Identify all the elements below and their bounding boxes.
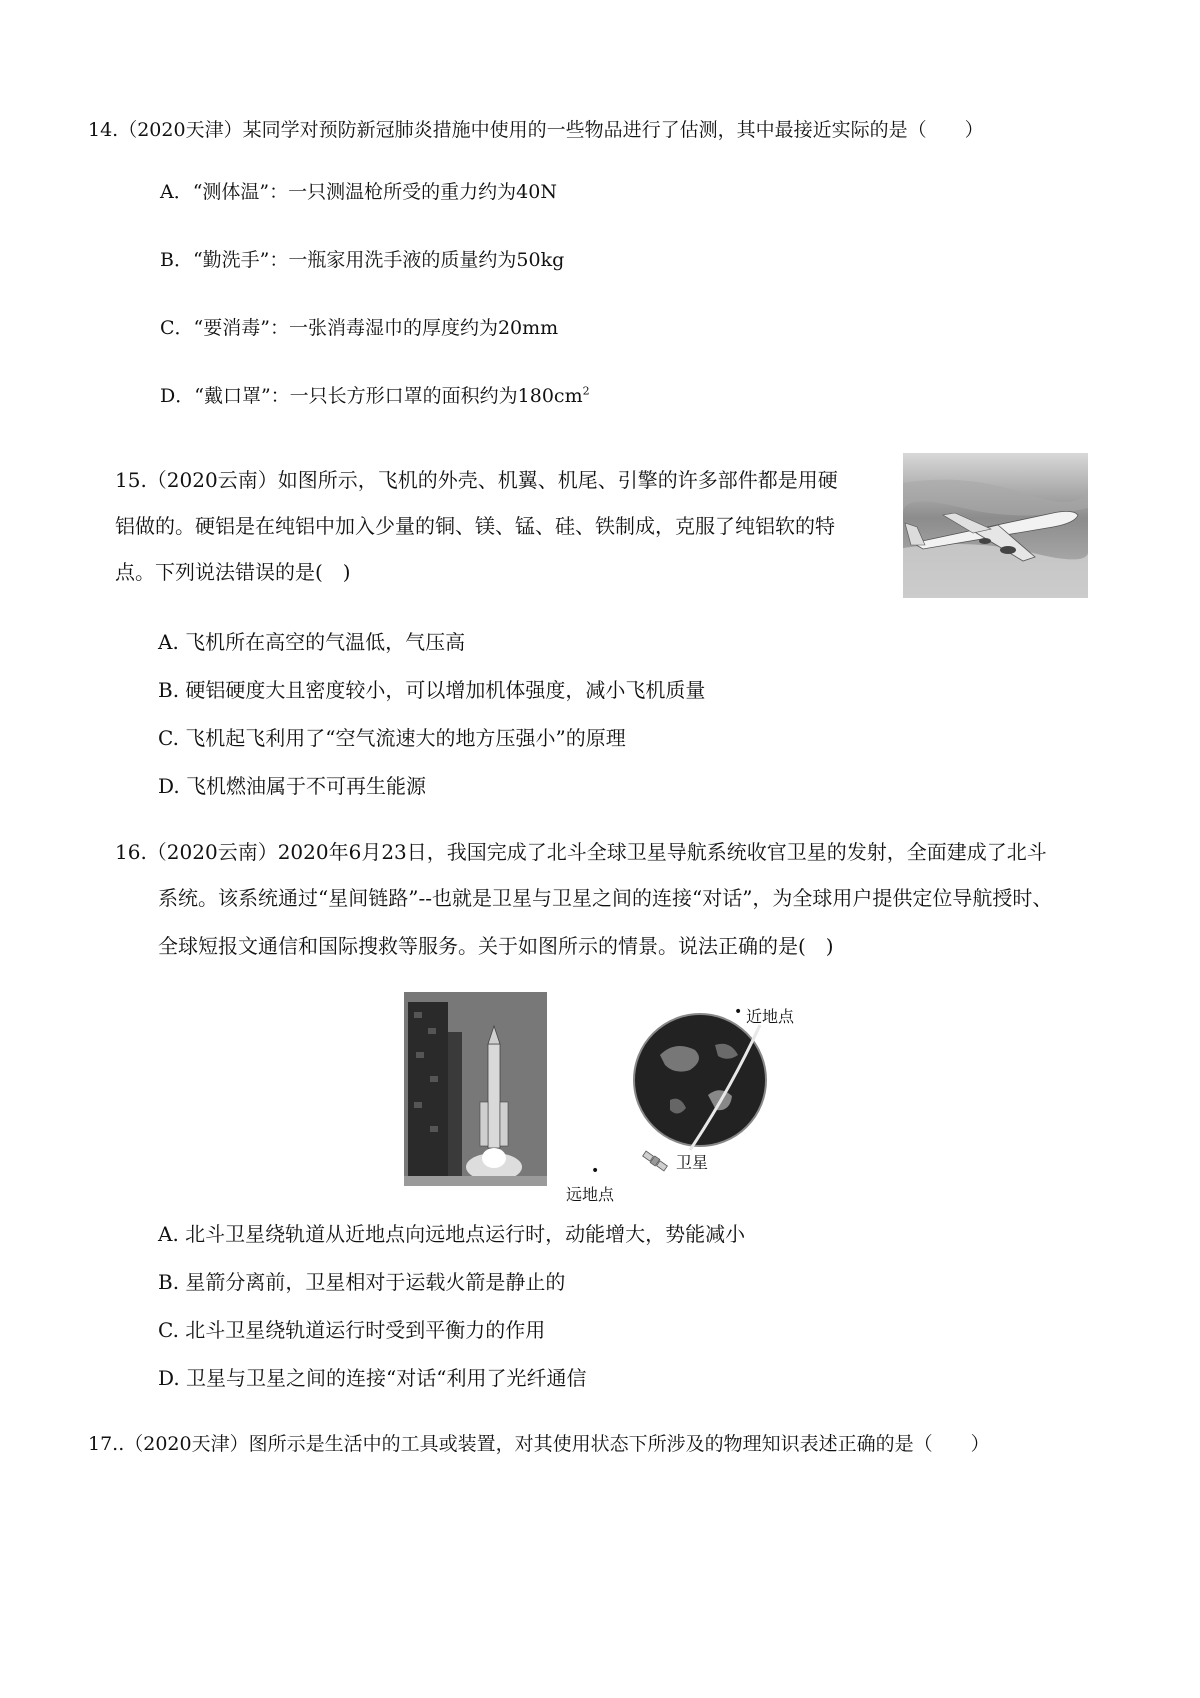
perigee-label: 近地点	[746, 1007, 795, 1026]
q14-stem: 14.（2020天津）某同学对预防新冠肺炎措施中使用的一些物品进行了估测，其中最接近实际的是（ ）	[88, 119, 984, 141]
q14-option-a: A．“测体温”：一只测温枪所受的重力约为40N	[160, 181, 557, 203]
perigee-dot: •	[734, 1004, 743, 1020]
satellite-icon	[640, 1148, 670, 1174]
apogee-label: 远地点	[566, 1185, 615, 1204]
q16-option-b: B. 星箭分离前，卫星相对于运载火箭是静止的	[158, 1270, 566, 1294]
q16-option-a: A. 北斗卫星绕轨道从近地点向远地点运行时，动能增大，势能减小	[158, 1222, 746, 1246]
q16-option-c: C. 北斗卫星绕轨道运行时受到平衡力的作用	[158, 1318, 546, 1342]
q15-option-c: C. 飞机起飞利用了“空气流速大的地方压强小”的原理	[158, 726, 626, 750]
q16-option-d: D. 卫星与卫星之间的连接“对话“利用了光纤通信	[158, 1366, 587, 1390]
q15-option-d: D. 飞机燃油属于不可再生能源	[158, 774, 427, 798]
satellite-label: 卫星	[676, 1153, 709, 1172]
q14-option-b: B．“勤洗手”：一瓶家用洗手液的质量约为50kg	[160, 249, 565, 271]
q16-stem-line-1: 16.（2020云南）2020年6月23日，我国完成了北斗全球卫星导航系统收官卫星的发射，全面建成了北斗	[115, 840, 1047, 864]
q15-stem-line-1: 15.（2020云南）如图所示，飞机的外壳、机翼、机尾、引擎的许多部件都是用硬	[115, 468, 838, 492]
q17-stem: 17..（2020天津）图所示是生活中的工具或装置，对其使用状态下所涉及的物理知识表述正确的是（ ）	[88, 1433, 990, 1455]
q15-option-a: A. 飞机所在高空的气温低，气压高	[158, 630, 466, 654]
q14-option-d	[160, 382, 590, 410]
q14-option-c: C．“要消毒”：一张消毒湿巾的厚度约为20mm	[160, 317, 559, 339]
airplane-photo	[903, 453, 1088, 598]
q15-stem-line-3: 点。下列说法错误的是( )	[115, 560, 351, 584]
q14-option-d-text: D．“戴口罩”：一只长方形口罩的面积约为180cm	[160, 385, 583, 407]
apogee-dot: •	[591, 1163, 600, 1179]
q15-option-b: B. 硬铝硬度大且密度较小，可以增加机体强度，减小飞机质量	[158, 678, 706, 702]
q16-stem-line-3: 全球短报文通信和国际搜救等服务。关于如图所示的情景。说法正确的是( )	[158, 934, 834, 958]
rocket-launch-photo	[404, 992, 547, 1186]
q16-stem-line-2: 系统。该系统通过“星间链路”--也就是卫星与卫星之间的连接“对话”，为全球用户提供定位导航授时、	[158, 886, 1053, 910]
q15-stem-line-2: 铝做的。硬铝是在纯铝中加入少量的铜、镁、锰、硅、铁制成，克服了纯铝软的特	[115, 514, 835, 538]
q14-option-d-superscript: 2	[582, 384, 590, 398]
